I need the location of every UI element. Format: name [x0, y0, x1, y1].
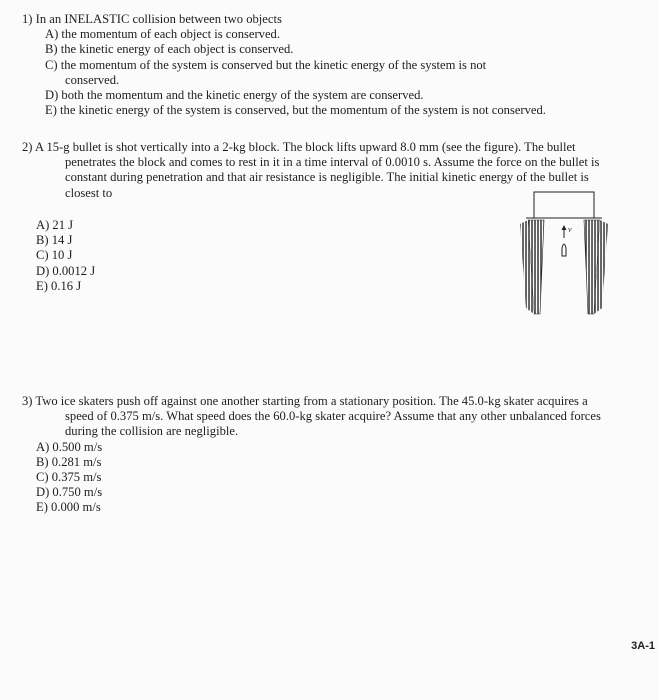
option-a: A) the momentum of each object is conserved. — [45, 27, 281, 42]
option-e: E) the kinetic energy of the system is conserved, but the momentum of the system is not conserved. — [45, 103, 546, 118]
option-e: E) 0.000 m/s — [36, 500, 101, 515]
question-3-stem-line-1: 3) Two ice skaters push off against one another starting from a stationary position. The 45.0-kg skater acquires a — [22, 394, 588, 408]
question-2-stem-line-2: penetrates the block and comes to rest in it in a time interval of 0.0010 s. Assume the force on the bullet is — [65, 155, 600, 170]
option-d: D) both the momentum and the kinetic energy of the system are conserved. — [45, 88, 424, 103]
option-d: D) 0.750 m/s — [36, 485, 103, 500]
option-c-continued: conserved. — [65, 72, 120, 87]
page-number: 3A-1 — [631, 640, 655, 652]
bullet-icon — [562, 244, 566, 256]
option-b: B) 14 J — [36, 233, 73, 248]
velocity-label: v — [568, 225, 572, 234]
wooden-block — [534, 192, 594, 218]
question-3 — [22, 394, 652, 516]
option-c: C) 0.375 m/s — [36, 470, 102, 485]
question-2-options — [22, 218, 95, 294]
option-a: A) 21 J — [36, 218, 74, 232]
question-2-stem-line-1: 2) A 15-g bullet is shot vertically into a 2-kg block. The block lifts upward 8.0 mm (see the figure). The bullet — [22, 140, 576, 154]
question-3-options — [22, 440, 652, 516]
bullet-block-figure — [516, 188, 626, 318]
velocity-arrow-icon — [562, 225, 567, 238]
option-c: C) 10 J — [36, 248, 73, 263]
bullet-block-diagram — [516, 188, 626, 318]
question-2-stem-line-4: closest to — [65, 185, 113, 200]
question-3-stem-line-3: during the collision are negligible. — [65, 424, 239, 439]
option-a: A) 0.500 m/s — [36, 439, 103, 454]
question-3-stem — [22, 394, 652, 440]
option-d: D) 0.0012 J — [36, 263, 96, 278]
question-1 — [22, 12, 652, 118]
question-1-options — [22, 27, 652, 118]
option-b: B) the kinetic energy of each object is conserved. — [45, 42, 294, 57]
option-b: B) 0.281 m/s — [36, 454, 102, 469]
question-1-stem: 1) In an INELASTIC collision between two objects — [22, 12, 282, 26]
option-c: C) the momentum of the system is conserved but the kinetic energy of the system is not — [45, 57, 487, 72]
question-2-stem-line-3: constant during penetration and that air resistance is negligible. The initial kinetic energy of the bullet is — [65, 170, 589, 185]
question-3-stem-line-2: speed of 0.375 m/s. What speed does the 60.0-kg skater acquire? Assume that any other unbalanced forces — [65, 409, 601, 424]
option-e: E) 0.16 J — [36, 278, 82, 293]
